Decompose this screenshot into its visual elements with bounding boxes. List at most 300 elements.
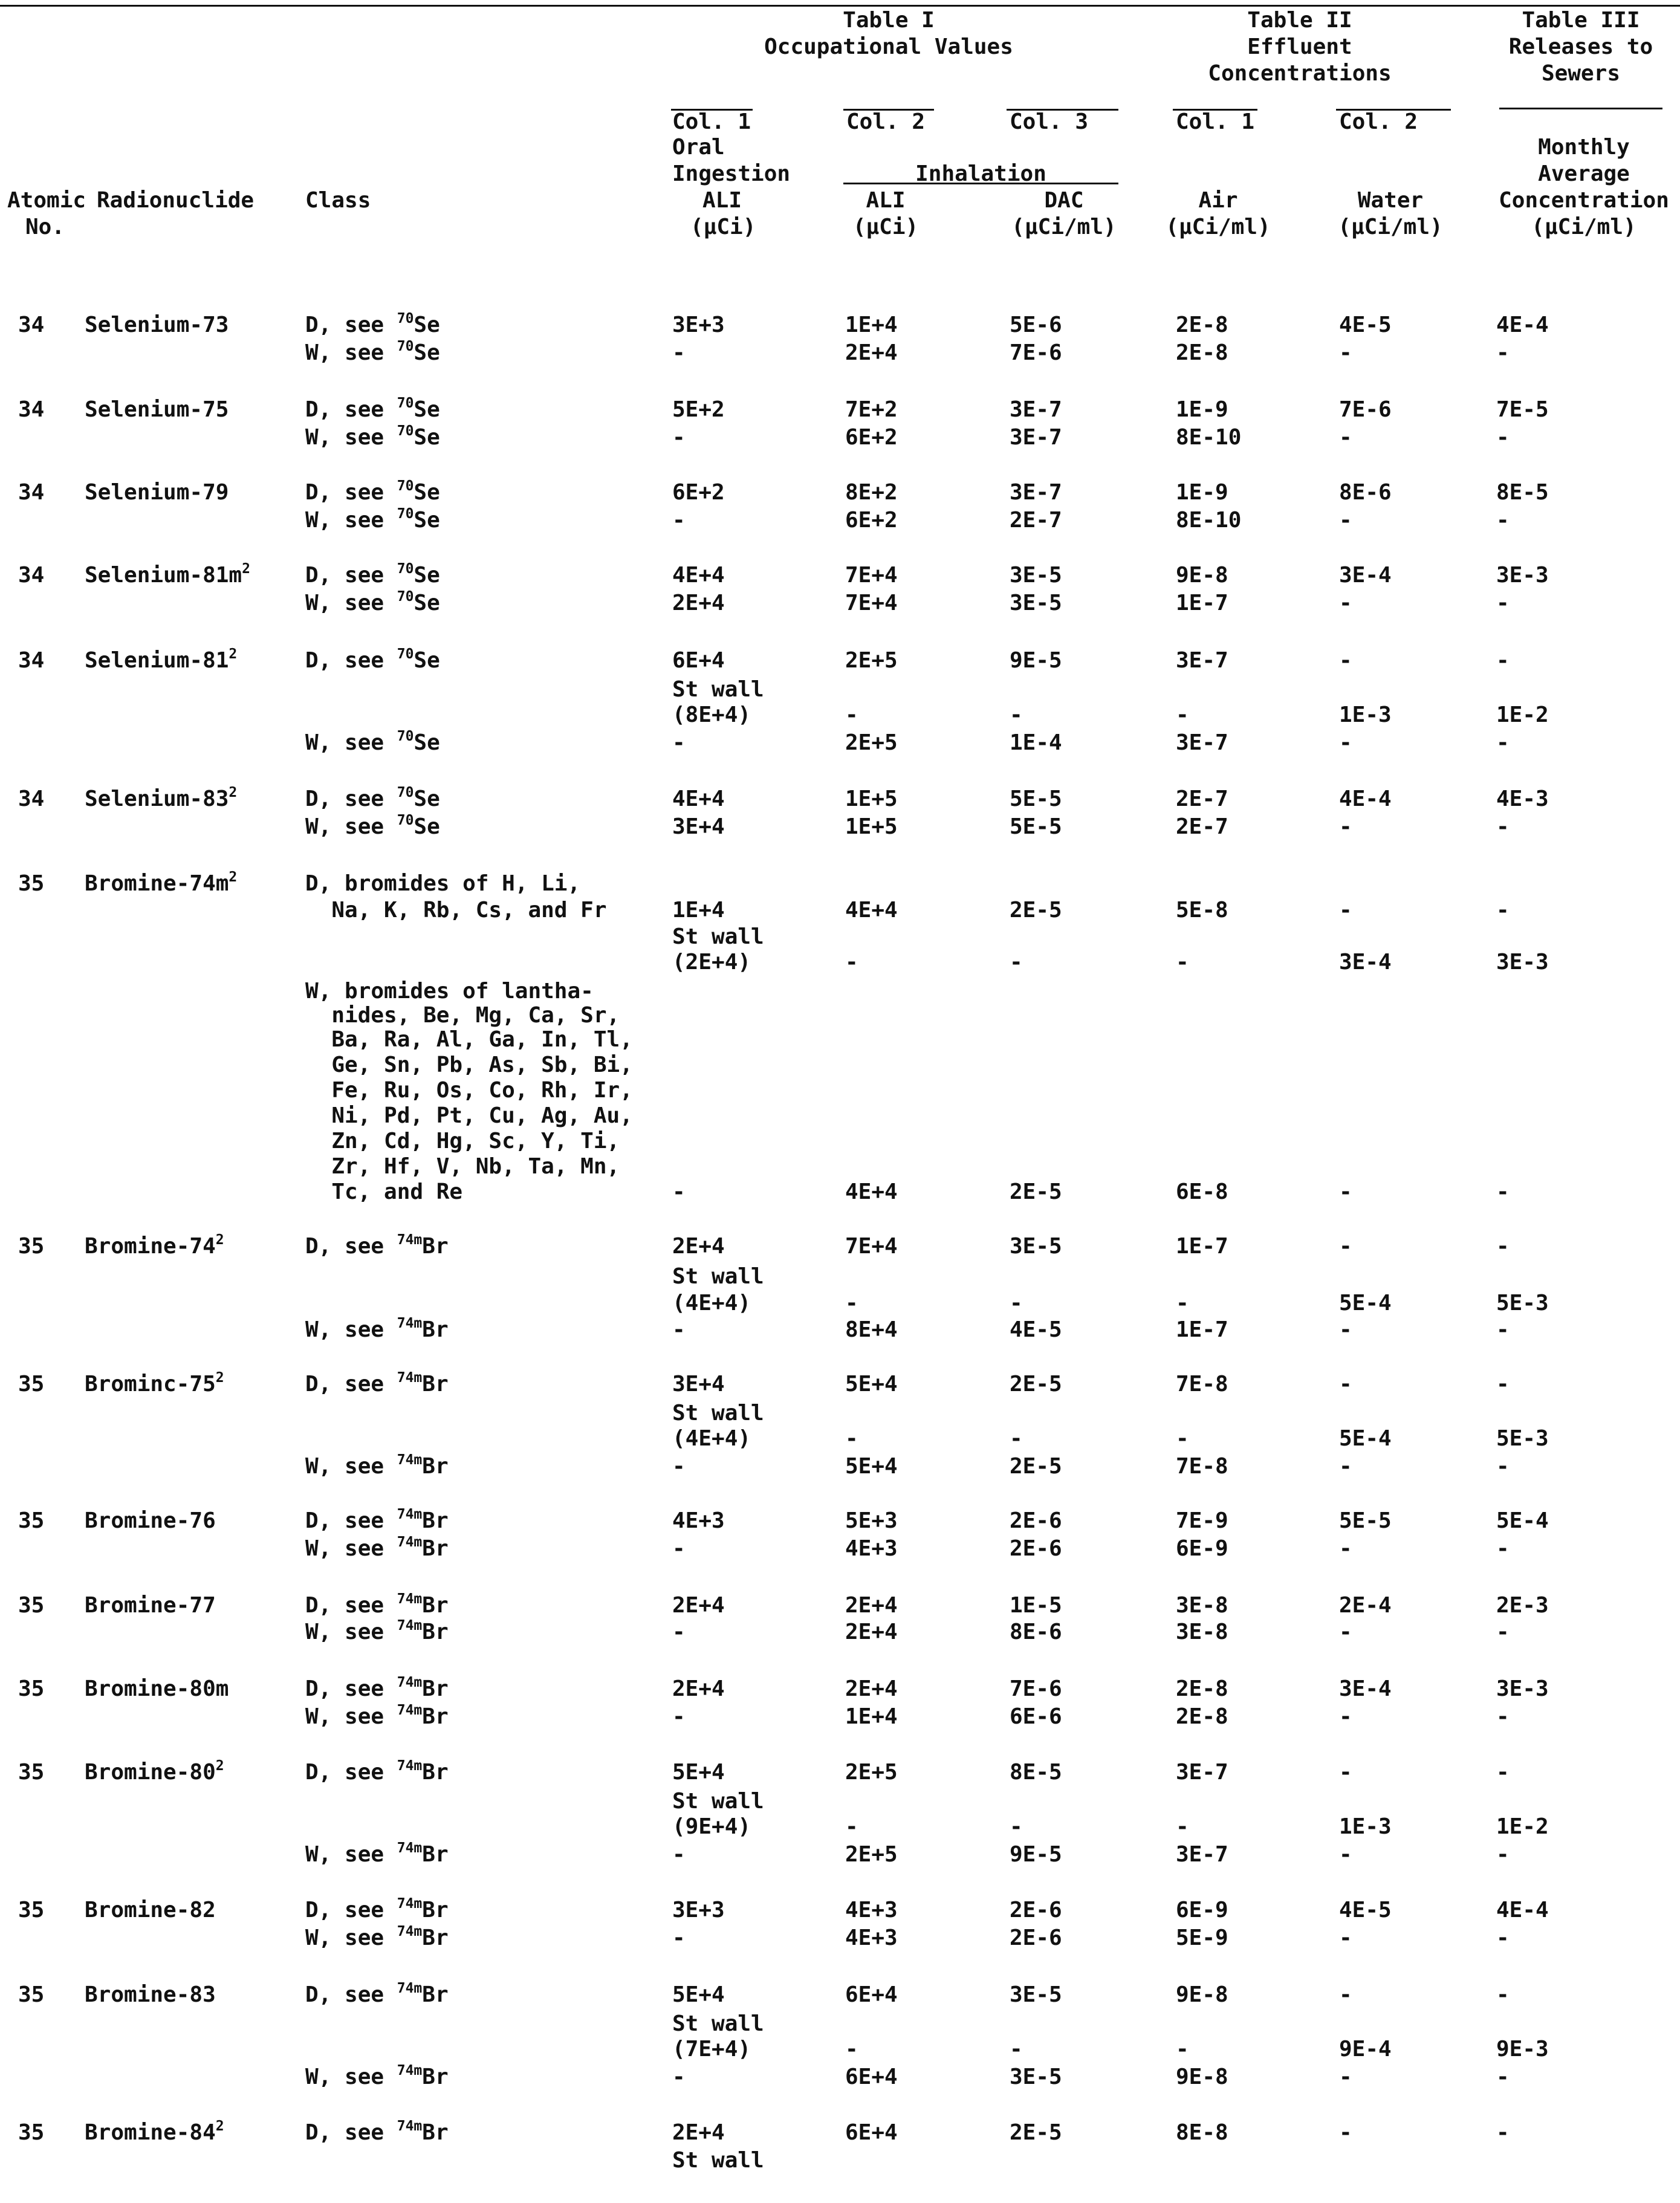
- class-text: W, see: [305, 1620, 397, 1644]
- oral-ali: -: [672, 730, 686, 755]
- table2-subtitle-1: Effluent: [1247, 34, 1352, 59]
- inhalation-ali: 2E+5: [845, 1760, 898, 1785]
- water-concentration: 3E-4: [1339, 563, 1392, 588]
- element-symbol: Se: [414, 425, 440, 450]
- class-cell: [305, 424, 440, 451]
- class-text: W, see: [305, 1317, 397, 1342]
- inhalation-ali: 6E+2: [845, 508, 898, 533]
- sewer-concentration: 3E-3: [1496, 1676, 1549, 1701]
- element-symbol: Br: [422, 1234, 449, 1259]
- element-symbol: Se: [414, 508, 440, 533]
- class-cell: [305, 1317, 449, 1343]
- dac: 7E-6: [1010, 340, 1062, 365]
- inhalation-ali: 1E+4: [845, 1704, 898, 1729]
- mass-number-superscript: 74m: [397, 1534, 423, 1550]
- mass-number-superscript: 70: [397, 506, 414, 522]
- class-cell: [305, 647, 440, 674]
- class-text: W, see: [305, 730, 397, 755]
- radionuclide-name: [85, 479, 229, 506]
- air-concentration: 8E-10: [1176, 508, 1242, 533]
- water-line: Water: [1357, 188, 1424, 213]
- dac: -: [1010, 1814, 1023, 1839]
- atomic-number: 34: [18, 313, 45, 337]
- air-concentration: 7E-8: [1176, 1454, 1228, 1479]
- water-concentration: 4E-5: [1339, 313, 1392, 337]
- sewer-concentration: -: [1496, 1760, 1510, 1785]
- air-concentration: 2E-8: [1176, 1676, 1228, 1701]
- dac: 2E-5: [1010, 1372, 1062, 1397]
- class-cell: [305, 1536, 449, 1562]
- inhalation-ali: 1E+5: [845, 814, 898, 839]
- oral-ali: -: [672, 1704, 686, 1729]
- class-cell: [305, 1052, 633, 1079]
- inhalation-ali: 2E+5: [845, 1842, 898, 1867]
- oral-ali: (7E+4): [672, 2037, 751, 2062]
- element-symbol: Br: [422, 2065, 449, 2089]
- class-cell: [305, 1002, 620, 1029]
- oral-line: Oral: [672, 135, 725, 160]
- water-concentration: -: [1339, 1317, 1352, 1342]
- atomic-number: 34: [18, 563, 45, 588]
- air-concentration: 3E-7: [1176, 1760, 1228, 1785]
- air-concentration: -: [1176, 1291, 1189, 1316]
- oral-ali: -: [672, 340, 686, 365]
- mass-number-superscript: 70: [397, 395, 414, 411]
- class-cell: [305, 814, 440, 840]
- radionuclide-header: Radionuclide: [97, 188, 255, 213]
- air-concentration: 5E-9: [1176, 1926, 1228, 1950]
- element-symbol: Se: [414, 814, 440, 839]
- radionuclide-name: [85, 1592, 216, 1619]
- mass-number-superscript: 74m: [397, 1675, 423, 1690]
- atomic-number: 35: [18, 1593, 45, 1618]
- oral-ali-line: ALI: [702, 188, 742, 213]
- water-concentration: 9E-4: [1339, 2037, 1392, 2062]
- class-text: D, see: [305, 648, 397, 673]
- inhalation-ali: 6E+4: [845, 1982, 898, 2007]
- air-concentration: 6E-8: [1176, 1179, 1228, 1204]
- oral-ingestion-header: [672, 134, 790, 241]
- air-concentration: 1E-9: [1176, 480, 1228, 505]
- class-text: W, see: [305, 2065, 397, 2089]
- sewer-concentration: -: [1496, 1982, 1510, 2007]
- radionuclide-name: [85, 1982, 216, 2008]
- sewer-concentration: 1E-2: [1496, 1814, 1549, 1839]
- air-concentration: 3E-7: [1176, 1842, 1228, 1867]
- air-concentration: 8E-8: [1176, 2120, 1228, 2145]
- class-text: W, bromides of lantha-: [305, 979, 594, 1004]
- inhalation-ali: 6E+4: [845, 2120, 898, 2145]
- inhalation-ali: 2E+4: [845, 1593, 898, 1618]
- inhalation-ali: 8E+4: [845, 1317, 898, 1342]
- element-symbol: Br: [422, 1760, 449, 1785]
- mass-number-superscript: 74m: [397, 2118, 423, 2134]
- sewer-concentration: -: [1496, 1234, 1510, 1259]
- dac: 2E-5: [1010, 1179, 1062, 1204]
- inhalation-ali: 4E+3: [845, 1926, 898, 1950]
- element-symbol: Br: [422, 2120, 449, 2145]
- inhalation-ali: 7E+2: [845, 397, 898, 422]
- element-symbol: Br: [422, 1704, 449, 1729]
- class-text: Zr, Hf, V, Nb, Ta, Mn,: [305, 1154, 620, 1179]
- radionuclide-name: [85, 562, 250, 589]
- class-cell: [305, 479, 440, 506]
- oral-ali: 2E+4: [672, 1676, 725, 1701]
- class-text: Na, K, Rb, Cs, and Fr: [305, 898, 607, 923]
- radionuclide-name: [85, 1233, 224, 1260]
- class-text: W, see: [305, 1454, 397, 1479]
- class-text: W, see: [305, 1704, 397, 1729]
- dac: 6E-6: [1010, 1704, 1062, 1729]
- mass-number-superscript: 74m: [397, 1896, 423, 1912]
- class-cell: [305, 1179, 462, 1205]
- radionuclide-label: Selenium-83: [85, 787, 229, 811]
- dac: 2E-6: [1010, 1898, 1062, 1922]
- monthly-line: Monthly: [1538, 135, 1630, 160]
- oral-ali: (8E+4): [672, 702, 751, 727]
- sewer-concentration: 3E-3: [1496, 950, 1549, 975]
- mass-number-superscript: 74m: [397, 1758, 423, 1774]
- water-concentration: 5E-4: [1339, 1291, 1392, 1316]
- atomic-number: 34: [18, 648, 45, 673]
- atomic-number: 34: [18, 787, 45, 811]
- sewer-concentration: -: [1496, 1179, 1510, 1204]
- inhalation-ali: 2E+4: [845, 1620, 898, 1644]
- element-symbol: Br: [422, 1593, 449, 1618]
- atomic-number: 35: [18, 1760, 45, 1785]
- mass-number-superscript: 74m: [397, 1507, 423, 1522]
- air-concentration: 7E-8: [1176, 1372, 1228, 1397]
- class-cell: [305, 1704, 449, 1730]
- footnote-marker: 2: [215, 1370, 224, 1386]
- oral-ali: 2E+4: [672, 2120, 725, 2145]
- oral-ali: -: [672, 1179, 686, 1204]
- inhalation-ali: -: [845, 2037, 858, 2062]
- sewer-concentration: -: [1496, 1317, 1510, 1342]
- radionuclide-label: Bromine-74m: [85, 871, 229, 896]
- water-concentration: 8E-6: [1339, 480, 1392, 505]
- water-concentration: -: [1339, 1926, 1352, 1950]
- class-text: D, see: [305, 1508, 397, 1533]
- inhalation-ali: 4E+4: [845, 1179, 898, 1204]
- water-concentration: -: [1339, 508, 1352, 533]
- inhalation-ali: 7E+4: [845, 563, 898, 588]
- mass-number-superscript: 74m: [397, 1840, 423, 1856]
- dac: 8E-6: [1010, 1620, 1062, 1644]
- inhalation-ali: 6E+4: [845, 2065, 898, 2089]
- water-concentration: 7E-6: [1339, 397, 1392, 422]
- class-cell: [305, 1128, 620, 1155]
- radionuclide-label: Selenium-79: [85, 480, 229, 505]
- air-concentration: 6E-9: [1176, 1898, 1228, 1922]
- sewer-concentration: 4E-3: [1496, 787, 1549, 811]
- dac-header: [1001, 187, 1127, 241]
- mass-number-superscript: 70: [397, 589, 414, 605]
- oral-unit-line: (µCi): [690, 215, 756, 239]
- top-rule: [0, 5, 1680, 7]
- atomic-number: 35: [18, 1372, 45, 1397]
- inhalation-ali: 7E+4: [845, 591, 898, 615]
- oral-ali: 4E+4: [672, 787, 725, 811]
- monthly-average-header: [1487, 134, 1680, 241]
- water-concentration: -: [1339, 1454, 1352, 1479]
- class-text: W, see: [305, 1842, 397, 1867]
- rule-t3: [1499, 108, 1662, 109]
- dac: -: [1010, 950, 1023, 975]
- table1-header: [713, 7, 1064, 60]
- inhalation-ali: 7E+4: [845, 1234, 898, 1259]
- sewer-concentration: -: [1496, 1704, 1510, 1729]
- sewer-concentration: -: [1496, 1372, 1510, 1397]
- element-symbol: Br: [422, 1676, 449, 1701]
- radionuclide-name: [85, 871, 237, 897]
- mass-number-superscript: 70: [397, 646, 414, 662]
- oral-ali: 6E+2: [672, 480, 725, 505]
- air-concentration: 9E-8: [1176, 563, 1228, 588]
- ingestion-line: Ingestion: [672, 161, 791, 186]
- class-text: D, see: [305, 1676, 397, 1701]
- class-cell: [305, 1676, 449, 1702]
- radionuclide-name: [85, 1676, 229, 1702]
- water-concentration: -: [1339, 591, 1352, 615]
- no-line: No.: [25, 215, 65, 239]
- class-text: D, see: [305, 563, 397, 588]
- class-cell: [305, 1619, 449, 1646]
- sewer-concentration: 4E-4: [1496, 313, 1549, 337]
- radionuclide-label: Bromine-80m: [85, 1676, 229, 1701]
- mass-number-superscript: 70: [397, 339, 414, 354]
- class-cell: [305, 1233, 449, 1260]
- water-concentration: -: [1339, 1982, 1352, 2007]
- oral-ali: St wall: [672, 2148, 764, 2173]
- sewer-concentration: -: [1496, 814, 1510, 839]
- radionuclide-name: [85, 1897, 216, 1924]
- class-cell: [305, 340, 440, 366]
- sewer-concentration: 4E-4: [1496, 1898, 1549, 1922]
- class-cell: [305, 1982, 449, 2008]
- dac: 1E-4: [1010, 730, 1062, 755]
- sewer-concentration: -: [1496, 1536, 1510, 1561]
- sewer-concentration: -: [1496, 648, 1510, 673]
- sewer-concentration: 2E-3: [1496, 1593, 1549, 1618]
- mass-number-superscript: 70: [397, 728, 414, 744]
- sewer-concentration: 5E-3: [1496, 1291, 1549, 1316]
- oral-ali: St wall: [672, 1401, 764, 1426]
- class-cell: [305, 1027, 633, 1053]
- water-concentration: -: [1339, 814, 1352, 839]
- atomic-line: Atomic: [7, 188, 86, 213]
- air-concentration: 1E-7: [1176, 1317, 1228, 1342]
- sewer-concentration: -: [1496, 2065, 1510, 2089]
- dac: 2E-6: [1010, 1926, 1062, 1950]
- air-concentration: -: [1176, 950, 1189, 975]
- element-symbol: Br: [422, 1372, 449, 1397]
- oral-ali: 4E+3: [672, 1508, 725, 1533]
- dac: 2E-5: [1010, 898, 1062, 923]
- class-text: Fe, Ru, Os, Co, Rh, Ir,: [305, 1078, 633, 1103]
- inhalation-ali: 4E+3: [845, 1898, 898, 1922]
- inhalation-ali: 4E+4: [845, 898, 898, 923]
- oral-ali: -: [672, 1536, 686, 1561]
- air-concentration: -: [1176, 1814, 1189, 1839]
- dac: 9E-5: [1010, 1842, 1062, 1867]
- radionuclide-name: [85, 312, 229, 339]
- class-cell: [305, 1592, 449, 1619]
- oral-ali: 1E+4: [672, 898, 725, 923]
- class-cell: [305, 507, 440, 534]
- oral-ali: 5E+2: [672, 397, 725, 422]
- oral-ali: St wall: [672, 1789, 764, 1814]
- mass-number-superscript: 74m: [397, 1452, 423, 1468]
- class-text: D, see: [305, 1898, 397, 1922]
- class-text: Zn, Cd, Hg, Sc, Y, Ti,: [305, 1129, 620, 1153]
- mass-number-superscript: 74m: [397, 1702, 423, 1718]
- water-concentration: 5E-5: [1339, 1508, 1392, 1533]
- air-concentration: 2E-8: [1176, 313, 1228, 337]
- class-text: Ni, Pd, Pt, Cu, Ag, Au,: [305, 1103, 633, 1128]
- air-concentration: 1E-7: [1176, 591, 1228, 615]
- radionuclide-label: Bromine-82: [85, 1898, 216, 1922]
- mass-number-superscript: 74m: [397, 2063, 423, 2078]
- oral-ali: 3E+4: [672, 814, 725, 839]
- table3-subtitle-1: Releases to: [1508, 34, 1653, 59]
- radionuclide-label: Selenium-81m: [85, 563, 242, 588]
- oral-ali: 3E+4: [672, 1372, 725, 1397]
- radionuclide-label: Bromine-77: [85, 1593, 216, 1618]
- table2-subtitle-2: Concentrations: [1208, 61, 1392, 86]
- sewer-concentration: -: [1496, 591, 1510, 615]
- footnote-marker: 2: [215, 1758, 224, 1774]
- inhalation-ali: 1E+4: [845, 313, 898, 337]
- oral-ali: -: [672, 508, 686, 533]
- class-cell: [305, 897, 607, 924]
- dac: 2E-6: [1010, 1508, 1062, 1533]
- oral-ali: 2E+4: [672, 1234, 725, 1259]
- inhalation-ali: 5E+3: [845, 1508, 898, 1533]
- inhalation-ali-header: [840, 187, 931, 241]
- atomic-number: 35: [18, 1676, 45, 1701]
- water-header: [1324, 187, 1457, 241]
- inhalation-ali: 5E+4: [845, 1372, 898, 1397]
- air-concentration: 5E-8: [1176, 898, 1228, 923]
- class-text: W, see: [305, 508, 397, 533]
- class-text: W, see: [305, 1536, 397, 1561]
- radionuclide-label: Brominc-75: [85, 1372, 216, 1397]
- class-cell: [305, 1453, 449, 1480]
- inhalation-ali: 2E+4: [845, 1676, 898, 1701]
- atomic-no-header: [7, 187, 86, 241]
- water-concentration: -: [1339, 648, 1352, 673]
- radionuclide-label: Bromine-83: [85, 1982, 216, 2007]
- oral-ali: -: [672, 2065, 686, 2089]
- element-symbol: Se: [414, 340, 440, 365]
- radionuclide-label: Selenium-75: [85, 397, 229, 422]
- dac: 3E-5: [1010, 2065, 1062, 2089]
- class-cell: [305, 1759, 449, 1786]
- oral-ali: 3E+3: [672, 313, 725, 337]
- class-header: Class: [305, 188, 371, 213]
- table3-header: [1490, 7, 1672, 87]
- element-symbol: Br: [422, 1898, 449, 1922]
- footnote-marker: 2: [242, 561, 250, 577]
- oral-ali: 5E+4: [672, 1760, 725, 1785]
- radionuclide-label: Bromine-76: [85, 1508, 216, 1533]
- dac: 2E-5: [1010, 2120, 1062, 2145]
- class-cell: [305, 1077, 633, 1104]
- mass-number-superscript: 74m: [397, 1370, 423, 1386]
- footnote-marker: 2: [229, 785, 238, 800]
- radionuclide-name: [85, 647, 237, 674]
- water-concentration: -: [1339, 1704, 1352, 1729]
- air-concentration: -: [1176, 702, 1189, 727]
- class-text: W, see: [305, 425, 397, 450]
- oral-ali: (2E+4): [672, 950, 751, 975]
- footnote-marker: 2: [215, 1232, 224, 1248]
- table2-title: Table II: [1247, 8, 1352, 33]
- concentration-line: Concentration: [1499, 188, 1669, 213]
- t1-col2-label: Col. 2: [846, 109, 926, 134]
- oral-ali: 3E+3: [672, 1898, 725, 1922]
- water-concentration: -: [1339, 1234, 1352, 1259]
- radionuclide-name: [85, 1371, 224, 1398]
- element-symbol: Br: [422, 1317, 449, 1342]
- table3-subtitle-2: Sewers: [1541, 61, 1621, 86]
- oral-ali: (4E+4): [672, 1291, 751, 1316]
- oral-ali: -: [672, 1454, 686, 1479]
- air-concentration: 1E-7: [1176, 1234, 1228, 1259]
- element-symbol: Br: [422, 1508, 449, 1533]
- oral-ali: (4E+4): [672, 1426, 751, 1451]
- air-unit: (µCi/ml): [1166, 215, 1271, 239]
- inhalation-ali: 1E+5: [845, 787, 898, 811]
- inhalation-ali: 2E+5: [845, 648, 898, 673]
- t1-col1-label: Col. 1: [672, 109, 751, 134]
- atomic-number: 35: [18, 1234, 45, 1259]
- oral-ali: St wall: [672, 677, 764, 702]
- radionuclide-name: [85, 2120, 224, 2146]
- element-symbol: Se: [414, 563, 440, 588]
- element-symbol: Se: [414, 397, 440, 422]
- dac: 5E-5: [1010, 814, 1062, 839]
- radionuclide-label: Selenium-73: [85, 313, 229, 337]
- dac: 3E-7: [1010, 480, 1062, 505]
- water-concentration: 1E-3: [1339, 1814, 1392, 1839]
- water-concentration: 3E-4: [1339, 1676, 1392, 1701]
- oral-ali: -: [672, 1926, 686, 1950]
- mass-number-superscript: 70: [397, 478, 414, 494]
- mass-number-superscript: 70: [397, 813, 414, 828]
- water-concentration: -: [1339, 1179, 1352, 1204]
- table1-title: Table I: [843, 8, 935, 33]
- class-text: D, see: [305, 1982, 397, 2007]
- class-text: W, see: [305, 591, 397, 615]
- footnote-marker: 2: [229, 869, 238, 885]
- water-unit: (µCi/ml): [1338, 215, 1443, 239]
- class-cell: [305, 871, 580, 897]
- mass-number-superscript: 70: [397, 311, 414, 326]
- atomic-number: 34: [18, 397, 45, 422]
- dac-line: DAC: [1044, 188, 1084, 213]
- sewer-concentration: -: [1496, 2120, 1510, 2145]
- water-concentration: 3E-4: [1339, 950, 1392, 975]
- oral-ali: 2E+4: [672, 591, 725, 615]
- t2-col2-label: Col. 2: [1339, 109, 1418, 134]
- class-text: nides, Be, Mg, Ca, Sr,: [305, 1003, 620, 1028]
- class-text: D, see: [305, 1760, 397, 1785]
- class-cell: [305, 2120, 449, 2146]
- class-text: D, see: [305, 480, 397, 505]
- oral-ali: St wall: [672, 2011, 764, 2036]
